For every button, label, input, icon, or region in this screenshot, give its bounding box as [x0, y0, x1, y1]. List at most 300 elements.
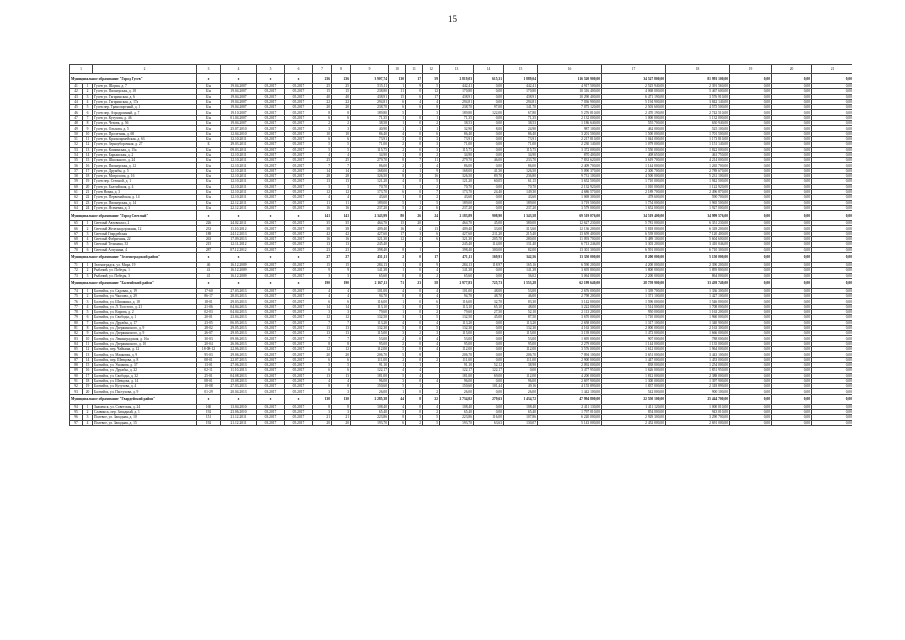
table-cell: 3 372 000,00	[538, 147, 602, 152]
table-cell: 1	[389, 389, 406, 394]
table-cell: 1 163 200,00	[666, 309, 730, 314]
table-cell: 0,00	[730, 331, 772, 336]
table-cell: 03.2017	[257, 315, 285, 320]
table-cell: 2	[423, 410, 440, 415]
table-cell: 73,91	[504, 136, 538, 141]
table-cell: 0,00	[730, 152, 772, 157]
table-cell: 2 285,38	[351, 394, 389, 404]
table-cell: 9	[313, 268, 332, 273]
table-cell: 1 942 500,00	[666, 179, 730, 184]
table-cell: 0,00	[772, 136, 812, 141]
table-cell: 1 800 000,00	[602, 268, 666, 273]
table-cell: 1 300 000,00	[602, 378, 666, 383]
table-cell: 58	[70, 174, 83, 179]
table-cell: 6 710 300,00	[666, 247, 730, 252]
table-cell: 8	[389, 415, 406, 420]
table-cell: 0,00	[474, 131, 504, 136]
table-cell: 1	[83, 221, 93, 226]
table-cell: 11	[313, 200, 332, 205]
table-cell: 943 010,00	[666, 410, 730, 415]
table-cell: 28	[313, 174, 332, 179]
table-cell: 0,00	[812, 336, 852, 341]
table-cell: 2	[389, 357, 406, 362]
table-cell: 0,00	[812, 389, 852, 394]
table-cell: 112,00	[504, 373, 538, 378]
table-cell: 8	[313, 341, 332, 346]
table-cell: 1	[406, 184, 423, 189]
table-cell: 0,00	[772, 420, 812, 425]
table-cell: 0,00	[474, 84, 504, 89]
table-cell: 0,00	[772, 184, 812, 189]
table-cell: 101,00	[351, 288, 389, 293]
table-cell: Муниципальное образование "Балтийский район"	[70, 278, 197, 288]
table-cell: 0,00	[812, 331, 852, 336]
table-cell: 0,00	[812, 315, 852, 320]
table-cell: 3 579 000,00	[538, 205, 602, 210]
table-cell: 3	[332, 389, 351, 394]
table-cell: 0,00	[730, 278, 772, 288]
table-cell: 0	[406, 252, 423, 262]
table-cell: 03.2017	[257, 105, 285, 110]
table-cell: 87,50	[504, 315, 538, 320]
table-cell: 0	[406, 309, 423, 314]
table-cell: 233	[197, 226, 221, 231]
table-cell: 0,00	[812, 294, 852, 299]
table-cell: 3 576 000,00	[538, 347, 602, 352]
table-cell: 6	[423, 231, 440, 236]
table-cell: 1 652 000,00	[602, 205, 666, 210]
table-cell: 12.10.2011	[221, 168, 257, 173]
table-cell: 09.06.2013	[221, 336, 257, 341]
table-cell: 279,70	[440, 158, 474, 163]
table-cell: 4	[423, 268, 440, 273]
table-cell: 46	[70, 110, 83, 115]
table-cell: Гусев ул. Пролетная, д. 68	[93, 131, 197, 136]
table-cell: 0,00	[812, 168, 852, 173]
table-cell: 0,00	[772, 121, 812, 126]
table-cell: 113,10	[351, 304, 389, 309]
table-cell: Балтийск, ул. Кутузова, д. 4	[93, 384, 197, 389]
table-cell: 41	[70, 84, 83, 89]
table-cell: 4 575 500,00	[666, 105, 730, 110]
table-cell: 5	[423, 420, 440, 425]
table-cell: 0,00	[474, 410, 504, 415]
table-cell: 03.2017	[257, 121, 285, 126]
table-cell: Балтийск, ул. Шишкина, д. 18	[93, 299, 197, 304]
table-cell: 05.2017	[285, 231, 313, 236]
table-cell: 22	[423, 394, 440, 404]
table-cell: 26,00	[440, 389, 474, 394]
table-cell: 1 135 000,00	[666, 341, 730, 346]
table-cell: 03.2017	[257, 325, 285, 330]
table-cell: 20	[313, 420, 332, 425]
table-cell: 900 100,00	[666, 389, 730, 394]
table-cell: 160	[197, 404, 221, 409]
table-cell: Балтийск, ул. Дзержинского, д. 9	[93, 325, 197, 330]
table-cell: Гусев ул. Шорна, д. 7	[93, 84, 197, 89]
table-cell: 0,00	[474, 89, 504, 94]
table-cell: 464,70	[351, 221, 389, 226]
table-cell: 61	[70, 189, 83, 194]
table-cell: 237,20	[351, 205, 389, 210]
table-cell: 5 467 600,00	[666, 89, 730, 94]
table-cell: 42	[313, 231, 332, 236]
table-cell: 141,38	[351, 268, 389, 273]
table-cell: 02-03	[197, 309, 221, 314]
table-cell: 94	[70, 404, 83, 409]
table-cell: 18	[666, 65, 730, 74]
table-cell: 0,00	[730, 347, 772, 352]
table-cell: 4 200 000,00	[602, 262, 666, 267]
table-cell: 0,00	[812, 420, 852, 425]
table-cell: x	[221, 74, 257, 84]
table-cell: 1 889,04	[504, 74, 538, 84]
table-cell: 206,70	[440, 352, 474, 357]
table-cell: 05.2017	[285, 415, 313, 420]
table-cell: Балтийск, ул. Садовая, д. 19	[93, 288, 197, 293]
table-cell: 5 150 000,00	[666, 252, 730, 262]
table-cell: 5	[83, 242, 93, 247]
table-cell: 16.12.2009	[221, 273, 257, 278]
table-cell: 115,75	[351, 147, 389, 152]
table-cell: 86-17	[197, 294, 221, 299]
table-cell: 8	[83, 325, 93, 330]
table-cell: 3 139 000,00	[538, 331, 602, 336]
table-cell: 238,70	[440, 105, 474, 110]
table-cell: 03.2017	[257, 179, 285, 184]
table-cell: 0,00	[812, 325, 852, 330]
table-cell: 4 163 300,00	[538, 325, 602, 330]
table-cell: 5 231 100,00	[666, 174, 730, 179]
table-cell: 18-01	[197, 299, 221, 304]
table-cell: 6	[423, 131, 440, 136]
table-cell: 4	[389, 131, 406, 136]
table-cell: 20.04.2013	[221, 389, 257, 394]
table-cell: 49	[70, 126, 83, 131]
table-cell: 3	[389, 410, 406, 415]
table-cell: 0,00	[730, 273, 772, 278]
table-cell: 987 100,00	[538, 126, 602, 131]
table-cell: 13	[440, 65, 474, 74]
table-cell: 2	[83, 89, 93, 94]
table-cell: 12.10.2011	[221, 158, 257, 163]
table-cell: 0,00	[772, 304, 812, 309]
table-cell: 0,00	[730, 163, 772, 168]
table-cell: 32,70	[474, 299, 504, 304]
table-cell: 3 222 000,00	[538, 304, 602, 309]
table-cell: 0	[406, 404, 423, 409]
table-cell: 0,00	[812, 200, 852, 205]
table-cell: 1	[389, 299, 406, 304]
table-cell: 0,00	[812, 394, 852, 404]
table-cell: 73,91	[351, 136, 389, 141]
table-cell: 1	[389, 126, 406, 131]
table-cell: 14	[332, 168, 351, 173]
table-cell: 07.12.2012	[221, 247, 257, 252]
table-cell: 1 612 000,00	[602, 347, 666, 352]
table-cell: 06.05.2013	[221, 320, 257, 325]
table-cell: 19.04.2007	[221, 84, 257, 89]
table-cell: 1 754 000,00	[602, 200, 666, 205]
table-cell: 16	[423, 174, 440, 179]
table-cell: 03.2017	[257, 152, 285, 157]
table-cell: 05.2017	[285, 368, 313, 373]
table-cell: 108,40	[351, 404, 389, 409]
table-cell: 211,20	[474, 231, 504, 236]
table-cell: 05.2017	[285, 288, 313, 293]
table-cell: 65,40	[351, 410, 389, 415]
table-cell: Балтийск, ул. Дружбы, д. 22	[93, 368, 197, 373]
table-cell: 53,00	[504, 336, 538, 341]
table-cell: 9	[423, 168, 440, 173]
table-cell: 409,40	[351, 226, 389, 231]
table-cell: 0,00	[772, 105, 812, 110]
table-cell: 2 000 000,00	[602, 325, 666, 330]
table-cell: 3 142 000,00	[538, 299, 602, 304]
table-cell: 2	[93, 65, 197, 74]
table-cell: 0,00	[812, 142, 852, 147]
table-cell: x	[257, 211, 285, 221]
table-cell: 2	[406, 205, 423, 210]
table-cell: Гусев ул. Матросова, д. 16	[93, 174, 197, 179]
table-cell: 0,00	[812, 136, 852, 141]
table-cell: 65	[70, 221, 83, 226]
table-cell: 18-08-12	[197, 347, 221, 352]
table-cell: 11.10.2012	[221, 226, 257, 231]
table-cell: 2 691 000,00	[666, 420, 730, 425]
table-cell: 0	[389, 273, 406, 278]
table-cell: 1	[389, 84, 406, 89]
table-cell: 05.2017	[285, 121, 313, 126]
table-cell: 16.12.2009	[221, 268, 257, 273]
table-cell: 05.2017	[285, 152, 313, 157]
table-cell: 0,00	[812, 226, 852, 231]
group-summary-row	[70, 278, 853, 288]
table-cell: 0,00	[474, 163, 504, 168]
table-cell: 116,00	[440, 299, 474, 304]
table-cell: 19.10.2007	[221, 110, 257, 115]
table-cell: 0,00	[812, 309, 852, 314]
table-cell: 398,40	[351, 247, 389, 252]
table-cell: 33,00	[474, 226, 504, 231]
table-cell: 05.2017	[285, 247, 313, 252]
table-cell: 0,00	[772, 320, 812, 325]
table-cell: 1 666 000,00	[666, 331, 730, 336]
table-cell: 10	[389, 65, 406, 74]
table-cell: 0,00	[812, 147, 852, 152]
table-cell: 91,10	[440, 362, 474, 367]
table-cell: 2 200 000,00	[602, 273, 666, 278]
table-cell: 63	[70, 200, 83, 205]
table-cell: 71,35	[351, 115, 389, 120]
table-cell: 1	[406, 362, 423, 367]
table-cell: 03.2017	[257, 163, 285, 168]
table-cell: 0,00	[474, 389, 504, 394]
table-cell: 11	[389, 89, 406, 94]
table-cell: 1 371 100,00	[602, 294, 666, 299]
table-cell: 590 700,00	[666, 195, 730, 200]
table-cell: 132,50	[440, 315, 474, 320]
table-cell: 1	[389, 309, 406, 314]
table-cell: 71,00	[351, 142, 389, 147]
table-cell: 0,00	[730, 136, 772, 141]
table-cell: 03.2017	[257, 158, 285, 163]
table-cell: 22	[83, 195, 93, 200]
table-cell: 864 000,00	[666, 273, 730, 278]
table-cell: 3 477 950,00	[538, 368, 602, 373]
table-cell: 427,60	[440, 231, 474, 236]
table-cell: 0,00	[772, 142, 812, 147]
table-cell: 0	[406, 195, 423, 200]
table-cell: 48	[70, 121, 83, 126]
table-cell: 05.2017	[285, 189, 313, 194]
table-cell: 95,00	[440, 341, 474, 346]
table-cell: 03.2017	[257, 273, 285, 278]
table-cell: 2	[389, 336, 406, 341]
table-cell: 1	[83, 288, 93, 293]
table-cell: 05.2017	[285, 309, 313, 314]
table-cell: 13-01	[197, 362, 221, 367]
table-cell: 24.12.2013	[221, 231, 257, 236]
table-cell: 45	[70, 105, 83, 110]
table-cell: 12.10.2011	[221, 136, 257, 141]
table-cell: 20	[313, 352, 332, 357]
table-cell: 05.2017	[285, 174, 313, 179]
table-cell: 0,00	[730, 304, 772, 309]
table-cell: 3	[332, 126, 351, 131]
table-cell: 80	[70, 320, 83, 325]
table-cell: 08-01	[197, 378, 221, 383]
table-cell: 6 220 000,00	[538, 415, 602, 420]
table-cell: 03.2017	[257, 415, 285, 420]
table-cell: 9	[423, 262, 440, 267]
table-cell: 0,00	[772, 84, 812, 89]
table-cell: 0,00	[772, 415, 812, 420]
table-cell: 63,63	[474, 420, 504, 425]
table-cell: 34 999 576,00	[666, 211, 730, 221]
table-cell: 40	[332, 94, 351, 99]
table-cell: 57	[70, 168, 83, 173]
table-cell: Б/н	[197, 131, 221, 136]
table-cell: 38	[332, 226, 351, 231]
table-cell: 2 503 600,00	[602, 105, 666, 110]
table-cell: 48,00	[504, 304, 538, 309]
table-cell: 0,00	[812, 94, 852, 99]
table-cell: 3	[389, 304, 406, 309]
table-cell: 321,30	[440, 237, 474, 242]
table-cell: 1 069 300,00	[538, 195, 602, 200]
table-cell: 0,00	[474, 184, 504, 189]
table-cell: 4	[423, 336, 440, 341]
table-cell: x	[257, 278, 285, 288]
table-cell: 0,00	[730, 378, 772, 383]
table-cell: Балтийск, ул. Чкалова, д. 29	[93, 294, 197, 299]
table-cell: Балтийск, ул. Дзержинского, д. 9	[93, 331, 197, 336]
table-cell: 11	[406, 65, 423, 74]
table-cell: 24	[83, 205, 93, 210]
table-cell: 0,00	[730, 189, 772, 194]
table-cell: 5	[423, 84, 440, 89]
table-cell: 5	[423, 315, 440, 320]
table-cell: 0,00	[772, 362, 812, 367]
group-summary-row	[70, 211, 853, 221]
table-cell: 0,00	[772, 288, 812, 293]
table-cell: 1 960 000,00	[666, 315, 730, 320]
table-cell: 34,90	[351, 152, 389, 157]
table-cell: 11	[83, 341, 93, 346]
table-cell: 0,00	[812, 237, 852, 242]
table-cell: 6	[313, 357, 332, 362]
table-cell: 22 550 100,00	[602, 394, 666, 404]
table-cell: 2 163 300,00	[666, 325, 730, 330]
table-cell: 16.12.2009	[221, 262, 257, 267]
table-cell: 1	[423, 126, 440, 131]
table-cell: 6 471 190,00	[602, 94, 666, 99]
table-cell: 20-01	[197, 315, 221, 320]
table-cell: 0	[406, 189, 423, 194]
table-cell: 52,10	[504, 309, 538, 314]
table-cell: 1 079 000,00	[602, 142, 666, 147]
table-cell: 42	[70, 89, 83, 94]
table-cell: 05.2017	[285, 105, 313, 110]
table-cell: 8,00	[474, 126, 504, 131]
table-cell: 32,90	[440, 126, 474, 131]
table-cell: 112,00	[440, 347, 474, 352]
table-cell: 2	[423, 121, 440, 126]
table-cell: 8	[389, 174, 406, 179]
table-cell: 7 075 120,00	[538, 105, 602, 110]
table-cell: 03.2017	[257, 320, 285, 325]
table-cell: 0,00	[730, 195, 772, 200]
table-cell: 2	[423, 389, 440, 394]
table-cell: 4	[389, 368, 406, 373]
table-cell: 6 539 000,00	[602, 231, 666, 236]
table-cell: 86,40	[351, 131, 389, 136]
table-cell: 12.10.2011	[221, 163, 257, 168]
table-cell: 141,38	[440, 268, 474, 273]
table-cell: 86,00	[504, 163, 538, 168]
table-cell: 6	[389, 420, 406, 425]
table-cell: 82	[70, 331, 83, 336]
table-cell: 15	[313, 262, 332, 267]
table-cell: 0,00	[730, 352, 772, 357]
table-cell: 65,60	[351, 273, 389, 278]
table-cell: Б/н	[197, 126, 221, 131]
table-cell: 111,00	[440, 357, 474, 362]
table-cell: Балтийск, ул. Маяковая, д. 9	[93, 352, 197, 357]
table-cell: 4	[423, 341, 440, 346]
table-cell: Гусев пер. Степной, д. 1	[93, 179, 197, 184]
table-cell: 96,00	[504, 378, 538, 383]
table-cell: 0,00	[730, 74, 772, 84]
table-cell: 0,00	[812, 115, 852, 120]
table-cell: 5	[83, 309, 93, 314]
table-cell: 65,40	[440, 410, 474, 415]
table-cell: 7 036 900,00	[538, 99, 602, 104]
table-cell: 0,00	[730, 357, 772, 362]
table-cell: Гусев пер. Транспортный, д. 1	[93, 105, 197, 110]
table-cell: 03.2017	[257, 84, 285, 89]
table-cell: 81 993 100,00	[666, 74, 730, 84]
table-cell: 169,91	[474, 252, 504, 262]
table-cell: 03.2017	[257, 89, 285, 94]
table-cell: 0,00	[812, 299, 852, 304]
table-cell: 149,30	[504, 189, 538, 194]
table-cell: Б/н	[197, 105, 221, 110]
table-cell: Гусев ул. Ясеневая, д. 3	[93, 205, 197, 210]
table-cell: 2 697 900,00	[538, 378, 602, 383]
table-cell: 1	[389, 362, 406, 367]
